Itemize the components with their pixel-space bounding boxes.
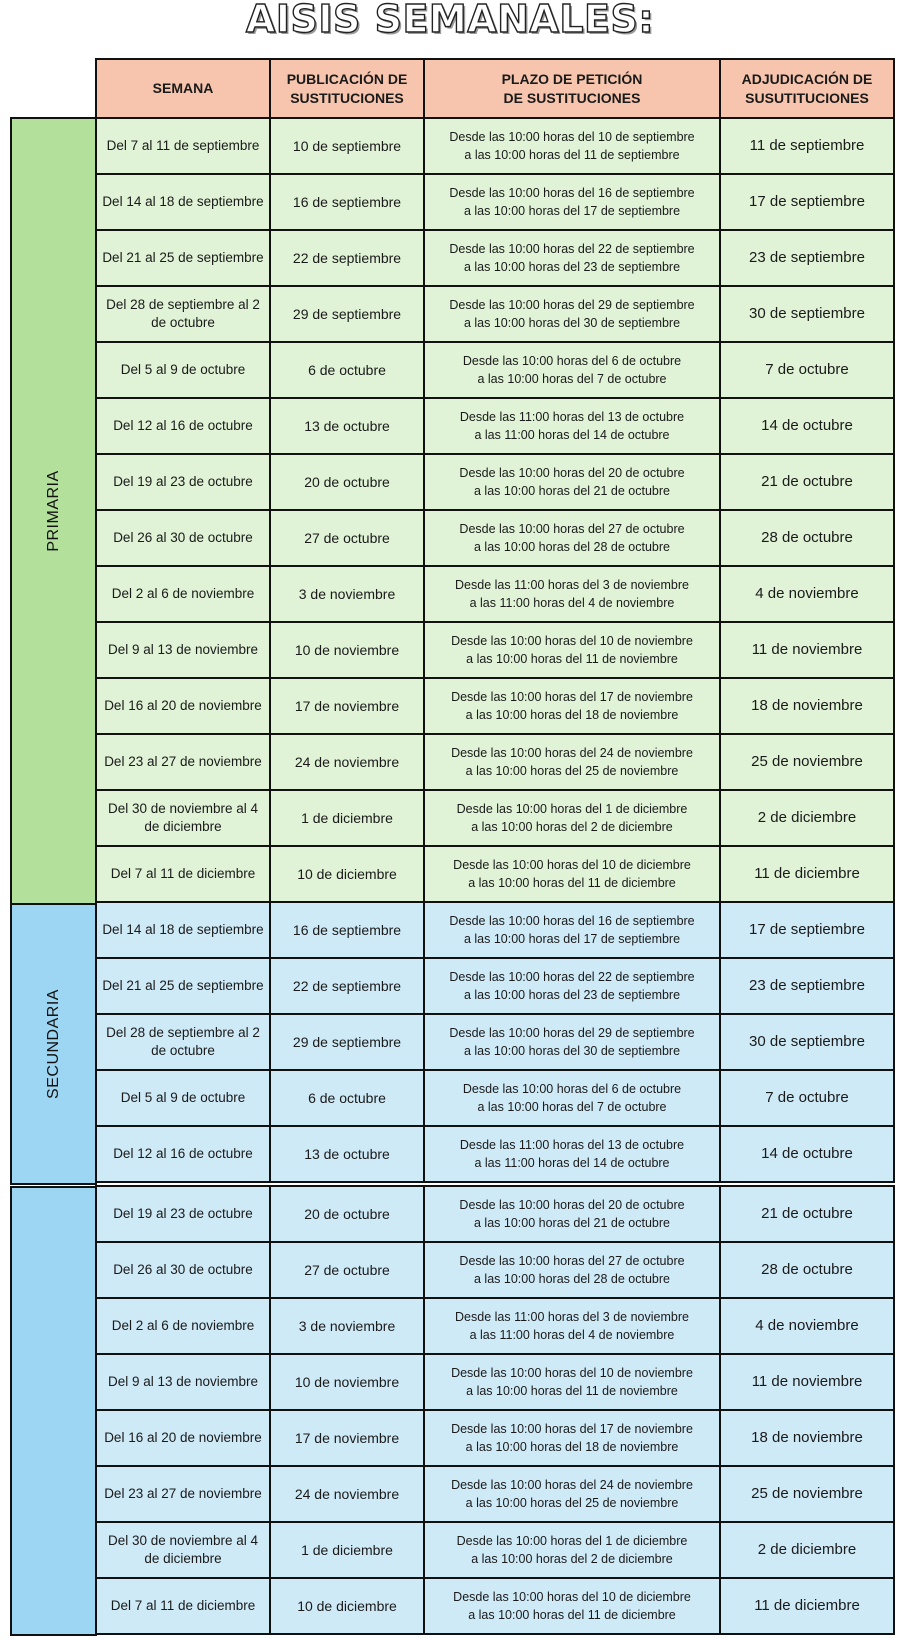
schedule-table-continued: [95, 1185, 895, 1635]
publicacion-cell: 29 de septiembre: [270, 286, 424, 342]
adjudicacion-cell: 30 de septiembre: [720, 1014, 894, 1070]
adjudicacion-cell: 17 de septiembre: [720, 174, 894, 230]
week-cell: Del 30 de noviembre al 4 de diciembre: [96, 790, 270, 846]
publicacion-cell: 13 de octubre: [270, 1126, 424, 1182]
plazo-cell: [424, 566, 720, 622]
table-row: [96, 1186, 894, 1242]
plazo-cell: [424, 1466, 720, 1522]
adjudicacion-cell: 4 de noviembre: [720, 566, 894, 622]
plazo-end: a las 10:00 horas del 17 de septiembre: [463, 204, 681, 218]
table-row: [96, 454, 894, 510]
adjudicacion-cell: 21 de octubre: [720, 1186, 894, 1242]
plazo-end: a las 10:00 horas del 25 de noviembre: [465, 1496, 679, 1510]
table-row: [96, 118, 894, 174]
week-cell: Del 21 al 25 de septiembre: [96, 230, 270, 286]
adjudicacion-cell: 11 de diciembre: [720, 846, 894, 902]
plazo-end: a las 11:00 horas del 4 de noviembre: [469, 1328, 675, 1342]
plazo-start: Desde las 10:00 horas del 27 de octubre: [459, 1254, 685, 1268]
adjudicacion-cell: 11 de noviembre: [720, 622, 894, 678]
plazo-end: a las 10:00 horas del 28 de octubre: [474, 1272, 670, 1286]
plazo-cell: [424, 1578, 720, 1634]
plazo-cell: [424, 286, 720, 342]
table-row: [96, 1466, 894, 1522]
schedule-table: [95, 58, 895, 1183]
plazo-start: Desde las 10:00 horas del 10 de septiembre: [449, 130, 695, 144]
publicacion-cell: 3 de noviembre: [270, 1298, 424, 1354]
adjudicacion-cell: 18 de noviembre: [720, 1410, 894, 1466]
publicacion-cell: 10 de noviembre: [270, 622, 424, 678]
plazo-end: a las 10:00 horas del 18 de noviembre: [465, 1440, 679, 1454]
adjudicacion-cell: 11 de diciembre: [720, 1578, 894, 1634]
table-row: [96, 622, 894, 678]
publicacion-cell: 10 de noviembre: [270, 1354, 424, 1410]
plazo-start: Desde las 10:00 horas del 17 de noviembre: [451, 1422, 693, 1436]
publicacion-cell: 1 de diciembre: [270, 790, 424, 846]
table-row: [96, 1070, 894, 1126]
plazo-end: a las 10:00 horas del 30 de septiembre: [463, 316, 681, 330]
plazo-end: a las 10:00 horas del 11 de septiembre: [464, 148, 680, 162]
publicacion-cell: 6 de octubre: [270, 342, 424, 398]
publicacion-cell: 17 de noviembre: [270, 1410, 424, 1466]
plazo-end: a las 10:00 horas del 18 de noviembre: [465, 708, 679, 722]
publicacion-cell: 20 de octubre: [270, 1186, 424, 1242]
adjudicacion-cell: 14 de octubre: [720, 398, 894, 454]
plazo-start: Desde las 11:00 horas del 3 de noviembre: [455, 1310, 689, 1324]
group-label-primaria: [10, 117, 97, 905]
week-cell: Del 28 de septiembre al 2 de octubre: [96, 1014, 270, 1070]
publicacion-cell: 24 de noviembre: [270, 1466, 424, 1522]
table-row: [96, 1298, 894, 1354]
plazo-end: a las 10:00 horas del 7 de octubre: [477, 1100, 667, 1114]
plazo-cell: [424, 174, 720, 230]
plazo-end: a las 10:00 horas del 11 de diciembre: [468, 1608, 676, 1622]
table-row: [96, 398, 894, 454]
plazo-cell: [424, 790, 720, 846]
plazo-cell: [424, 1242, 720, 1298]
week-cell: Del 9 al 13 de noviembre: [96, 1354, 270, 1410]
plazo-cell: [424, 230, 720, 286]
plazo-end: a las 10:00 horas del 21 de octubre: [474, 1216, 670, 1230]
week-cell: Del 19 al 23 de octubre: [96, 454, 270, 510]
week-cell: Del 26 al 30 de octubre: [96, 1242, 270, 1298]
plazo-cell: [424, 1298, 720, 1354]
plazo-start: Desde las 11:00 horas del 13 de octubre: [459, 410, 685, 424]
table-row: [96, 1578, 894, 1634]
week-cell: Del 7 al 11 de diciembre: [96, 1578, 270, 1634]
table-row: [96, 790, 894, 846]
plazo-start: Desde las 10:00 horas del 10 de diciembre: [453, 1590, 691, 1604]
table-row: [96, 1014, 894, 1070]
publicacion-cell: 22 de septiembre: [270, 958, 424, 1014]
plazo-cell: [424, 454, 720, 510]
adjudicacion-cell: 23 de septiembre: [720, 230, 894, 286]
plazo-start: Desde las 11:00 horas del 3 de noviembre: [455, 578, 689, 592]
plazo-end: a las 10:00 horas del 30 de septiembre: [463, 1044, 681, 1058]
week-cell: Del 16 al 20 de noviembre: [96, 1410, 270, 1466]
group-label-secundaria: [10, 903, 97, 1185]
table-row: [96, 678, 894, 734]
plazo-end: a las 10:00 horas del 2 de diciembre: [471, 1552, 673, 1566]
plazo-start: Desde las 10:00 horas del 22 de septiembre: [449, 970, 695, 984]
plazo-start: Desde las 10:00 horas del 1 de diciembre: [456, 802, 688, 816]
table-row: [96, 174, 894, 230]
plazo-start: Desde las 10:00 horas del 24 de noviembre: [451, 1478, 693, 1492]
publicacion-cell: 3 de noviembre: [270, 566, 424, 622]
plazo-cell: [424, 734, 720, 790]
plazo-start: Desde las 10:00 horas del 6 de octubre: [462, 1082, 682, 1096]
plazo-cell: [424, 902, 720, 958]
plazo-cell: [424, 510, 720, 566]
header-plazo: PLAZO DE PETICIÓN DE SUSTITUCIONES: [424, 59, 720, 118]
week-cell: Del 5 al 9 de octubre: [96, 342, 270, 398]
plazo-end: a las 11:00 horas del 14 de octubre: [474, 428, 670, 442]
plazo-cell: [424, 846, 720, 902]
plazo-cell: [424, 1126, 720, 1182]
plazo-start: Desde las 10:00 horas del 20 de octubre: [459, 466, 685, 480]
plazo-cell: [424, 1522, 720, 1578]
plazo-start: Desde las 10:00 horas del 27 de octubre: [459, 522, 685, 536]
plazo-end: a las 10:00 horas del 11 de noviembre: [466, 652, 678, 666]
publicacion-cell: 10 de diciembre: [270, 846, 424, 902]
table-header-row: [96, 59, 894, 118]
plazo-end: a las 11:00 horas del 14 de octubre: [474, 1156, 670, 1170]
week-cell: Del 9 al 13 de noviembre: [96, 622, 270, 678]
plazo-cell: [424, 622, 720, 678]
group-label-secundaria-continued: [10, 1186, 97, 1636]
publicacion-cell: 6 de octubre: [270, 1070, 424, 1126]
week-cell: Del 7 al 11 de diciembre: [96, 846, 270, 902]
publicacion-cell: 20 de octubre: [270, 454, 424, 510]
table-row: [96, 510, 894, 566]
plazo-end: a las 10:00 horas del 25 de noviembre: [465, 764, 679, 778]
table-row: [96, 1242, 894, 1298]
adjudicacion-cell: 7 de octubre: [720, 342, 894, 398]
plazo-cell: [424, 342, 720, 398]
header-semana: SEMANA: [96, 59, 270, 118]
plazo-start: Desde las 10:00 horas del 29 de septiembre: [449, 1026, 695, 1040]
publicacion-cell: 10 de septiembre: [270, 118, 424, 174]
publicacion-cell: 22 de septiembre: [270, 230, 424, 286]
adjudicacion-cell: 2 de diciembre: [720, 1522, 894, 1578]
table-row: [96, 342, 894, 398]
week-cell: Del 19 al 23 de octubre: [96, 1186, 270, 1242]
plazo-cell: [424, 1186, 720, 1242]
table-row: [96, 958, 894, 1014]
adjudicacion-cell: 25 de noviembre: [720, 1466, 894, 1522]
header-publicacion: PUBLICACIÓN DE SUSTITUCIONES: [270, 59, 424, 118]
plazo-start: Desde las 10:00 horas del 16 de septiembre: [449, 186, 695, 200]
publicacion-cell: 24 de noviembre: [270, 734, 424, 790]
plazo-end: a las 10:00 horas del 17 de septiembre: [463, 932, 681, 946]
plazo-start: Desde las 10:00 horas del 20 de octubre: [459, 1198, 685, 1212]
adjudicacion-cell: 11 de septiembre: [720, 118, 894, 174]
adjudicacion-cell: 28 de octubre: [720, 510, 894, 566]
plazo-start: Desde las 10:00 horas del 10 de diciembre: [453, 858, 691, 872]
publicacion-cell: 10 de diciembre: [270, 1578, 424, 1634]
plazo-cell: [424, 958, 720, 1014]
plazo-end: a las 10:00 horas del 23 de septiembre: [463, 988, 681, 1002]
plazo-end: a las 10:00 horas del 7 de octubre: [477, 372, 667, 386]
week-cell: Del 16 al 20 de noviembre: [96, 678, 270, 734]
plazo-end: a las 10:00 horas del 23 de septiembre: [463, 260, 681, 274]
plazo-cell: [424, 1014, 720, 1070]
plazo-cell: [424, 118, 720, 174]
plazo-end: a las 10:00 horas del 11 de diciembre: [468, 876, 676, 890]
plazo-cell: [424, 1354, 720, 1410]
plazo-start: Desde las 10:00 horas del 10 de noviembre: [451, 634, 693, 648]
plazo-start: Desde las 10:00 horas del 1 de diciembre: [456, 1534, 688, 1548]
week-cell: Del 12 al 16 de octubre: [96, 398, 270, 454]
publicacion-cell: 16 de septiembre: [270, 902, 424, 958]
plazo-start: Desde las 10:00 horas del 29 de septiembre: [449, 298, 695, 312]
table-row: [96, 902, 894, 958]
adjudicacion-cell: 23 de septiembre: [720, 958, 894, 1014]
plazo-cell: [424, 1070, 720, 1126]
adjudicacion-cell: 11 de noviembre: [720, 1354, 894, 1410]
week-cell: Del 30 de noviembre al 4 de diciembre: [96, 1522, 270, 1578]
plazo-cell: [424, 678, 720, 734]
plazo-start: Desde las 11:00 horas del 13 de octubre: [459, 1138, 685, 1152]
table-row: [96, 566, 894, 622]
table-row: [96, 846, 894, 902]
table-row: [96, 1126, 894, 1182]
adjudicacion-cell: 14 de octubre: [720, 1126, 894, 1182]
publicacion-cell: 1 de diciembre: [270, 1522, 424, 1578]
plazo-end: a las 10:00 horas del 21 de octubre: [474, 484, 670, 498]
adjudicacion-cell: 2 de diciembre: [720, 790, 894, 846]
header-adjudicacion: ADJUDICACIÓN DE SUSUTITUCIONES: [720, 59, 894, 118]
adjudicacion-cell: 18 de noviembre: [720, 678, 894, 734]
publicacion-cell: 13 de octubre: [270, 398, 424, 454]
week-cell: Del 28 de septiembre al 2 de octubre: [96, 286, 270, 342]
publicacion-cell: 27 de octubre: [270, 1242, 424, 1298]
group-label-text: SECUNDARIA: [44, 989, 62, 1099]
week-cell: Del 14 al 18 de septiembre: [96, 174, 270, 230]
week-cell: Del 23 al 27 de noviembre: [96, 734, 270, 790]
week-cell: Del 12 al 16 de octubre: [96, 1126, 270, 1182]
plazo-start: Desde las 10:00 horas del 10 de noviembre: [451, 1366, 693, 1380]
publicacion-cell: 17 de noviembre: [270, 678, 424, 734]
table-row: [96, 1354, 894, 1410]
week-cell: Del 14 al 18 de septiembre: [96, 902, 270, 958]
week-cell: Del 2 al 6 de noviembre: [96, 566, 270, 622]
adjudicacion-cell: 25 de noviembre: [720, 734, 894, 790]
plazo-end: a las 10:00 horas del 28 de octubre: [474, 540, 670, 554]
plazo-end: a las 10:00 horas del 2 de diciembre: [471, 820, 673, 834]
table-row: [96, 734, 894, 790]
plazo-cell: [424, 1410, 720, 1466]
plazo-start: Desde las 10:00 horas del 24 de noviembre: [451, 746, 693, 760]
adjudicacion-cell: 21 de octubre: [720, 454, 894, 510]
week-cell: Del 5 al 9 de octubre: [96, 1070, 270, 1126]
week-cell: Del 21 al 25 de septiembre: [96, 958, 270, 1014]
week-cell: Del 7 al 11 de septiembre: [96, 118, 270, 174]
adjudicacion-cell: 4 de noviembre: [720, 1298, 894, 1354]
plazo-start: Desde las 10:00 horas del 22 de septiembre: [449, 242, 695, 256]
adjudicacion-cell: 30 de septiembre: [720, 286, 894, 342]
table-row: [96, 230, 894, 286]
publicacion-cell: 27 de octubre: [270, 510, 424, 566]
plazo-start: Desde las 10:00 horas del 16 de septiembre: [449, 914, 695, 928]
table-row: [96, 1410, 894, 1466]
week-cell: Del 23 al 27 de noviembre: [96, 1466, 270, 1522]
plazo-cell: [424, 398, 720, 454]
week-cell: Del 2 al 6 de noviembre: [96, 1298, 270, 1354]
table-row: [96, 286, 894, 342]
adjudicacion-cell: 28 de octubre: [720, 1242, 894, 1298]
plazo-end: a las 11:00 horas del 4 de noviembre: [469, 596, 675, 610]
page-title: AISIS SEMANALES:: [245, 0, 655, 41]
publicacion-cell: 29 de septiembre: [270, 1014, 424, 1070]
adjudicacion-cell: 7 de octubre: [720, 1070, 894, 1126]
week-cell: Del 26 al 30 de octubre: [96, 510, 270, 566]
adjudicacion-cell: 17 de septiembre: [720, 902, 894, 958]
table-row: [96, 1522, 894, 1578]
plazo-end: a las 10:00 horas del 11 de noviembre: [466, 1384, 678, 1398]
group-label-text: PRIMARIA: [44, 470, 62, 552]
plazo-start: Desde las 10:00 horas del 17 de noviembre: [451, 690, 693, 704]
plazo-start: Desde las 10:00 horas del 6 de octubre: [462, 354, 682, 368]
publicacion-cell: 16 de septiembre: [270, 174, 424, 230]
